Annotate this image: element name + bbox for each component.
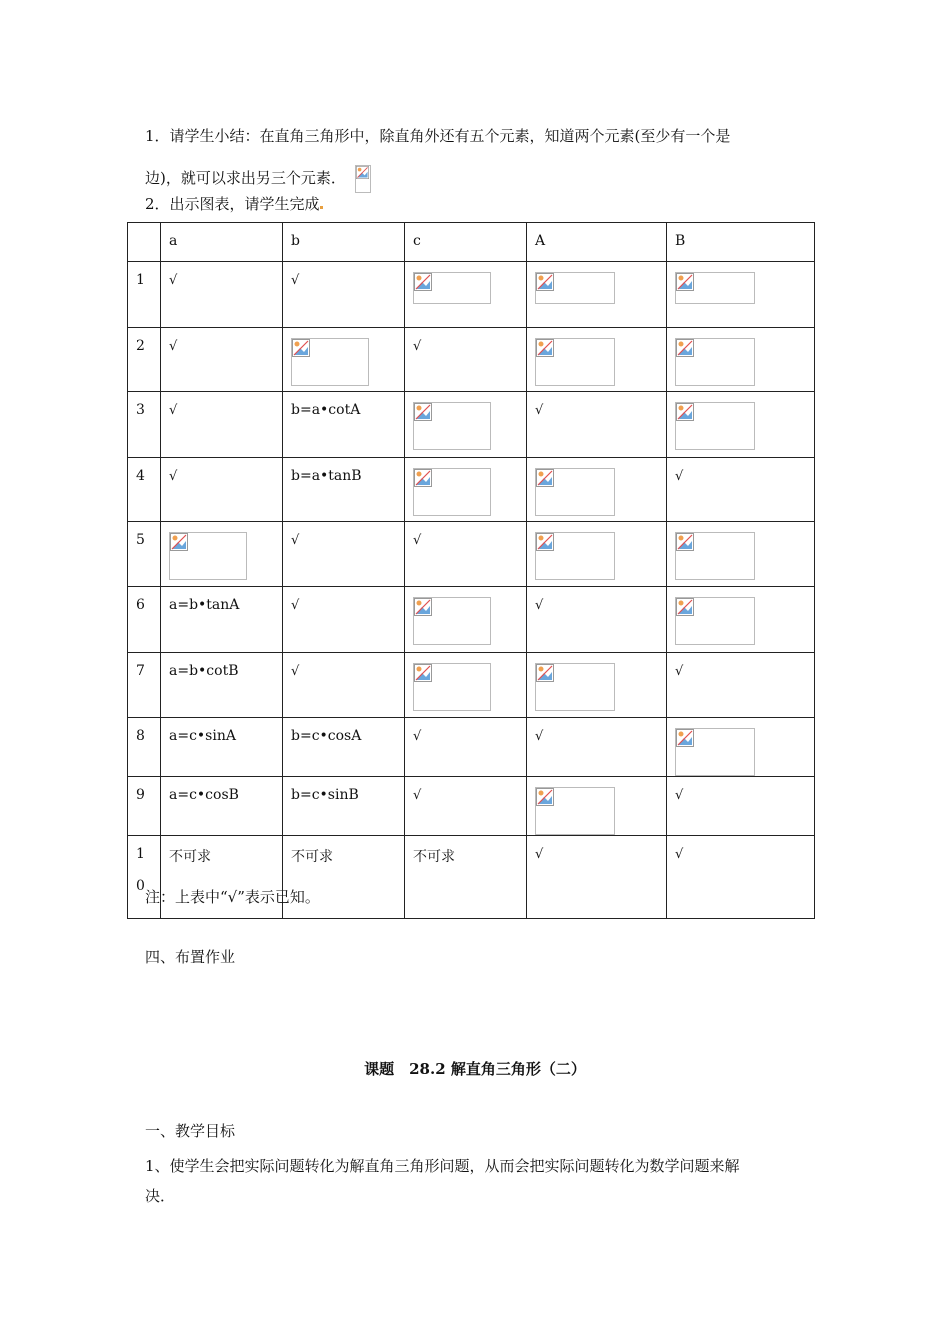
table-header-cell — [128, 223, 161, 262]
cell-text: √ — [169, 273, 178, 288]
row-number: 1 — [136, 272, 145, 288]
table-cell — [667, 522, 815, 587]
objective-1-line-1: 1、使学生会把实际问题转化为解直角三角形问题，从而会把实际问题转化为数学问题来解 — [145, 1157, 740, 1175]
image-placeholder-icon — [675, 338, 755, 386]
cell-text: √ — [291, 664, 300, 679]
cell-text: c — [413, 233, 421, 249]
objectives-heading: 一、教学目标 — [145, 1122, 236, 1140]
cell-text: √ — [535, 403, 544, 418]
cell-text: √ — [675, 664, 684, 679]
row-number-cell — [128, 587, 161, 653]
cell-text: a=c•cosB — [169, 787, 239, 803]
table-cell — [667, 718, 815, 777]
image-placeholder-icon — [535, 663, 615, 711]
cell-text: √ — [535, 729, 544, 744]
table-cell — [527, 653, 667, 718]
table-cell — [161, 458, 283, 522]
row-number: 2 — [136, 338, 145, 354]
objective-1-line-2: 决． — [145, 1187, 176, 1205]
cell-text: √ — [413, 729, 422, 744]
image-placeholder-icon — [535, 338, 615, 386]
image-placeholder-icon — [535, 272, 615, 304]
cell-text: √ — [413, 788, 422, 803]
table-header-cell — [527, 223, 667, 262]
cell-text: B — [675, 233, 686, 249]
section-four-heading: 四、布置作业 — [145, 948, 236, 966]
cell-text: b=c•cosA — [291, 728, 362, 744]
table-cell — [283, 718, 405, 777]
cell-text: b=a•tanB — [291, 468, 362, 484]
table-cell — [527, 522, 667, 587]
table-cell — [405, 392, 527, 458]
row-number-cell — [128, 777, 161, 836]
table-cell — [283, 328, 405, 392]
cell-text: √ — [535, 847, 544, 862]
image-placeholder-icon — [535, 532, 615, 580]
cell-text: a=c•sinA — [169, 728, 236, 744]
row-number: 8 — [136, 728, 145, 744]
table-cell — [405, 718, 527, 777]
table-cell — [161, 392, 283, 458]
row-number: 6 — [136, 597, 145, 613]
broken-image-icon — [355, 165, 371, 193]
image-placeholder-icon — [535, 787, 615, 835]
table-cell — [405, 653, 527, 718]
image-placeholder-icon — [413, 663, 491, 711]
table-row — [128, 458, 815, 522]
table-cell — [161, 522, 283, 587]
table-header-row — [128, 223, 815, 262]
cell-text: √ — [675, 788, 684, 803]
row-number-cell — [128, 718, 161, 777]
cell-text: 不可求 — [291, 849, 333, 865]
table-cell — [405, 836, 527, 919]
table-cell — [161, 653, 283, 718]
table-cell — [405, 587, 527, 653]
table-cell — [283, 522, 405, 587]
cell-text: √ — [675, 469, 684, 484]
row-number-cell — [128, 392, 161, 458]
row-number-cell — [128, 262, 161, 328]
table-cell — [161, 328, 283, 392]
anchor-mark — [320, 206, 323, 209]
table-cell — [667, 777, 815, 836]
cell-text: √ — [413, 339, 422, 354]
image-placeholder-icon — [535, 468, 615, 516]
cell-text: √ — [413, 533, 422, 548]
image-placeholder-icon — [291, 338, 369, 386]
cell-text: √ — [291, 533, 300, 548]
row-number-cell — [128, 653, 161, 718]
table-cell — [667, 836, 815, 919]
cell-text: b=c•sinB — [291, 787, 359, 803]
table-cell — [527, 262, 667, 328]
cell-text: 不可求 — [169, 849, 211, 865]
table-header-cell — [405, 223, 527, 262]
table-cell — [283, 262, 405, 328]
table-cell — [527, 392, 667, 458]
cell-text: √ — [291, 598, 300, 613]
row-number: 7 — [136, 663, 145, 679]
table-row — [128, 587, 815, 653]
row-number: 5 — [136, 532, 145, 548]
table-cell — [283, 777, 405, 836]
image-placeholder-icon — [413, 402, 491, 450]
cell-text: b — [291, 233, 300, 249]
table-cell — [283, 653, 405, 718]
cell-text: √ — [169, 469, 178, 484]
row-number: 3 — [136, 402, 145, 418]
table-cell — [405, 458, 527, 522]
cell-text: √ — [169, 403, 178, 418]
table-header-cell — [161, 223, 283, 262]
row-number: 9 — [136, 787, 145, 803]
image-placeholder-icon — [675, 532, 755, 580]
image-placeholder-icon — [675, 402, 755, 450]
elements-table — [127, 222, 815, 919]
intro-line-2-text: 边)，就可以求出另三个元素． — [145, 169, 346, 187]
table-cell — [667, 587, 815, 653]
table-cell — [405, 328, 527, 392]
table-cell — [667, 262, 815, 328]
table-row — [128, 777, 815, 836]
cell-text: A — [535, 233, 546, 249]
cell-text: b=a•cotA — [291, 402, 361, 418]
table-row — [128, 718, 815, 777]
image-placeholder-icon — [169, 532, 247, 580]
table-cell — [667, 392, 815, 458]
cell-text: √ — [675, 847, 684, 862]
table-cell — [667, 458, 815, 522]
table-cell — [283, 392, 405, 458]
cell-text: 不可求 — [413, 849, 455, 865]
cell-text: √ — [535, 598, 544, 613]
row-number-cell — [128, 522, 161, 587]
table-cell — [283, 587, 405, 653]
image-placeholder-icon — [675, 728, 755, 776]
table-cell — [527, 718, 667, 777]
image-placeholder-icon — [413, 468, 491, 516]
table-cell — [161, 587, 283, 653]
table-cell — [283, 458, 405, 522]
row-number: 4 — [136, 468, 145, 484]
cell-text: a — [169, 233, 178, 249]
row-number-cell — [128, 328, 161, 392]
image-placeholder-icon — [675, 597, 755, 645]
table-cell — [527, 458, 667, 522]
intro-line-3-text: 2．出示图表，请学生完成 — [145, 195, 320, 213]
cell-text: a=b•tanA — [169, 597, 240, 613]
table-header-cell — [667, 223, 815, 262]
table-row — [128, 392, 815, 458]
table-cell — [161, 718, 283, 777]
table-cell — [527, 587, 667, 653]
row-number: 1 0 — [136, 846, 145, 894]
table-cell — [161, 777, 283, 836]
row-number-cell — [128, 458, 161, 522]
table-header-cell — [283, 223, 405, 262]
table-note: 注：上表中“√”表示已知。 — [145, 888, 320, 906]
image-placeholder-icon — [675, 272, 755, 304]
table-cell — [527, 328, 667, 392]
table-cell — [405, 777, 527, 836]
table-row — [128, 653, 815, 718]
intro-line-3 — [145, 193, 323, 214]
table-cell — [667, 653, 815, 718]
lesson-title: 课题 28.2 解直角三角形（二） — [364, 1060, 586, 1078]
table-cell — [527, 777, 667, 836]
table-cell — [161, 262, 283, 328]
intro-line-1: 1．请学生小结：在直角三角形中，除直角外还有五个元素，知道两个元素(至少有一个是 — [145, 127, 731, 145]
cell-text: a=b•cotB — [169, 663, 239, 679]
table-cell — [527, 836, 667, 919]
intro-line-2 — [145, 165, 371, 193]
table-row — [128, 522, 815, 587]
table-cell — [405, 522, 527, 587]
table-row — [128, 328, 815, 392]
cell-text: √ — [169, 339, 178, 354]
table-cell — [667, 328, 815, 392]
table-cell — [405, 262, 527, 328]
cell-text: √ — [291, 273, 300, 288]
image-placeholder-icon — [413, 272, 491, 304]
image-placeholder-icon — [413, 597, 491, 645]
table-row — [128, 262, 815, 328]
